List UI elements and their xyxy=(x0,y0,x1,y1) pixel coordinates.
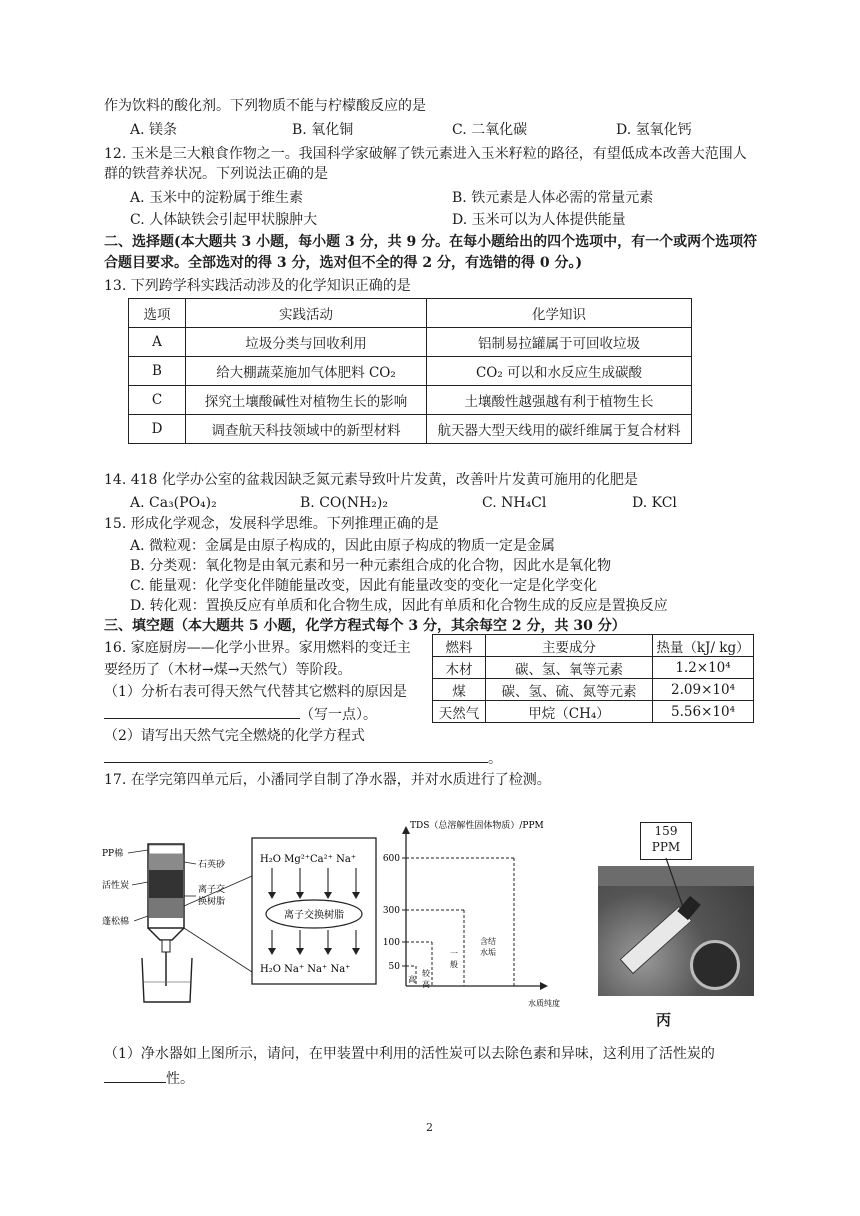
q16-sub1: （1）分析右表可得天然气代替其它燃料的原因是 xyxy=(104,684,407,700)
water-purifier-diagram xyxy=(100,836,390,1012)
q14-option-d: D. KCl xyxy=(632,495,677,511)
header-cell: 燃料 xyxy=(433,635,486,657)
table-cell: D xyxy=(129,415,186,444)
table-cell: A xyxy=(129,328,186,357)
q13-table xyxy=(128,298,692,444)
q15-option-b: B. 分类观：氧化物是由氧元素和另一种元素组合成的化合物，因此水是氧化物 xyxy=(130,558,612,574)
header-cell: 选项 xyxy=(129,299,186,328)
header-cell: 实践活动 xyxy=(186,299,427,328)
q14-option-a: A. Ca₃(PO₄)₂ xyxy=(130,495,217,511)
tick-label: 600 xyxy=(382,854,400,864)
tick-label: 300 xyxy=(382,906,400,916)
layer-label: 石英砂 xyxy=(198,860,226,870)
table-row xyxy=(433,679,754,701)
table-cell: CO₂ 可以和水反应生成碳酸 xyxy=(427,357,692,386)
q12-option-c: C. 人体缺铁会引起甲状腺肿大 xyxy=(130,212,318,228)
category-label: 一 xyxy=(450,949,458,958)
category-label: 较 xyxy=(422,969,430,978)
layer-label: PP棉 xyxy=(102,849,124,859)
category-label: 高 xyxy=(422,980,430,989)
q16-sub2: （2）请写出天然气完全燃烧的化学方程式 xyxy=(104,728,365,744)
table-cell: 煤 xyxy=(433,679,486,701)
layer-label: 活性炭 xyxy=(102,881,130,891)
q15-stem: 15. 形成化学观念，发展科学思维。下列推理正确的是 xyxy=(104,516,439,532)
ions-bottom: H₂O Na⁺ Na⁺ Na⁺ xyxy=(260,964,351,975)
table-row xyxy=(433,701,754,723)
q15-option-c: C. 能量观：化学变化伴随能量改变，因此有能量改变的变化一定是化学变化 xyxy=(130,578,598,594)
table-cell: 碳、氢、氧等元素 xyxy=(486,657,653,679)
table-cell: 给大棚蔬菜施加气体肥料 CO₂ xyxy=(186,357,427,386)
q17-stem: 17. 在学完第四单元后，小潘同学自制了净水器，并对水质进行了检测。 xyxy=(104,772,551,788)
q17-sub1-answer xyxy=(104,1068,194,1089)
table-cell: 垃圾分类与回收利用 xyxy=(186,328,427,357)
page-number: 2 xyxy=(426,1121,433,1134)
header-cell: 热量（kJ/ kg） xyxy=(653,635,754,657)
chart-ylabel: TDS（总溶解性固体物质）/PPM xyxy=(410,821,544,831)
q15-option-d: D. 转化观：置换反应有单质和化合物生成，因此有单质和化合物生成的反应是置换反应 xyxy=(130,598,668,614)
section3-heading: 三、填空题（本大题共 5 小题，化学方程式每个 3 分，其余每空 2 分，共 30 分） xyxy=(104,618,626,634)
tds-chart xyxy=(368,806,568,1016)
section2-heading-line2: 合题目要求。全部选对的得 3 分，选对但不全的得 2 分，有选错的得 0 分。) xyxy=(104,255,583,271)
table-cell: 2.09×10⁴ xyxy=(653,679,754,701)
resin-label: 离子交换树脂 xyxy=(284,910,344,921)
q11-option-d: D. 氢氧化钙 xyxy=(616,122,692,138)
layer-label: 换树脂 xyxy=(198,897,226,907)
q14-option-c: C. NH₄Cl xyxy=(482,495,547,511)
category-label: 水垢 xyxy=(480,948,496,957)
q15-option-a: A. 微粒观：金属是由原子构成的，因此由原子构成的物质一定是金属 xyxy=(130,538,556,554)
table-cell: 调查航天科技领域中的新型材料 xyxy=(186,415,427,444)
table-cell: C xyxy=(129,386,186,415)
ions-top: H₂O Mg²⁺Ca²⁺ Na⁺ xyxy=(260,854,357,865)
table-cell: 木材 xyxy=(433,657,486,679)
q17-sub1: （1）净水器如上图所示，请问，在甲装置中利用的活性炭可以去除色素和异味，这利用了活性炭的 xyxy=(104,1046,715,1062)
q16-stem-line2: 要经历了（木材→煤→天然气）等阶段。 xyxy=(104,662,352,678)
category-label: 高 xyxy=(408,975,416,984)
table-cell: 航天器大型天线用的碳纤维属于复合材料 xyxy=(427,415,692,444)
answer-blank[interactable] xyxy=(104,704,300,719)
q16-sub2-answer: 。 xyxy=(104,748,502,769)
q12-stem-line1: 12. 玉米是三大粮食作物之一。我国科学家破解了铁元素进入玉米籽粒的路径，有望低成本改善大范围人 xyxy=(104,146,747,162)
layer-label: 离子交 xyxy=(198,885,226,895)
table-row xyxy=(129,386,692,415)
q16-fuel-table xyxy=(432,634,754,723)
category-label: 含结 xyxy=(480,937,496,946)
table-cell: 碳、氢、硫、氮等元素 xyxy=(486,679,653,701)
q16-sub1-tail: （写一点）。 xyxy=(300,707,377,723)
table-row xyxy=(433,657,754,679)
y-axis-arrow xyxy=(402,826,410,834)
q12-option-b: B. 铁元素是人体必需的常量元素 xyxy=(452,190,654,206)
table-row xyxy=(129,415,692,444)
table-cell: 5.56×10⁴ xyxy=(653,701,754,723)
table-cell: 探究土壤酸碱性对植物生长的影响 xyxy=(186,386,427,415)
q16-sub1-answer xyxy=(104,704,377,725)
q13-stem: 13. 下列跨学科实践活动涉及的化学知识正确的是 xyxy=(104,278,411,294)
table-row xyxy=(129,328,692,357)
q14-option-b: B. CO(NH₂)₂ xyxy=(300,495,388,511)
header-cell: 化学知识 xyxy=(427,299,692,328)
section2-heading-line1: 二、选择题(本大题共 3 小题，每小题 3 分，共 9 分。在每小题给出的四个选项中，有一个或两个选项符 xyxy=(104,234,758,250)
x-axis-arrow xyxy=(540,982,548,990)
layer-label: 蓬松棉 xyxy=(102,917,130,927)
table-cell: 甲烷（CH₄） xyxy=(486,701,653,723)
q11-option-b: B. 氧化铜 xyxy=(292,122,354,138)
q14-stem: 14. 418 化学办公室的盆栽因缺乏氮元素导致叶片发黄，改善叶片发黄可施用的化肥是 xyxy=(104,472,638,488)
figure-caption: 丙 xyxy=(656,1011,672,1029)
tick-label: 100 xyxy=(382,938,400,948)
table-cell: B xyxy=(129,357,186,386)
table-cell: 1.2×10⁴ xyxy=(653,657,754,679)
q11-stem: 作为饮料的酸化剂。下列物质不能与柠檬酸反应的是 xyxy=(104,98,426,114)
q12-option-d: D. 玉米可以为人体提供能量 xyxy=(452,212,626,228)
pointer-line xyxy=(660,858,700,918)
q11-option-c: C. 二氧化碳 xyxy=(452,122,528,138)
table-cell: 铝制易拉罐属于可回收垃圾 xyxy=(427,328,692,357)
category-label: 般 xyxy=(450,960,458,969)
table-header-row xyxy=(129,299,692,328)
answer-blank[interactable] xyxy=(104,1068,166,1083)
tick-label: 50 xyxy=(388,962,400,972)
table-cell: 天然气 xyxy=(433,701,486,723)
table-cell: 土壤酸性越强越有利于植物生长 xyxy=(427,386,692,415)
answer-blank[interactable] xyxy=(104,748,488,763)
q17-sub1-tail: 性。 xyxy=(166,1071,194,1087)
chart-xlabel: 水质纯度 xyxy=(528,999,560,1008)
header-cell: 主要成分 xyxy=(486,635,653,657)
q16-stem-line1: 16. 家庭厨房——化学小世界。家用燃料的变迁主 xyxy=(104,640,411,656)
table-header-row xyxy=(433,635,754,657)
table-row xyxy=(129,357,692,386)
q11-option-a: A. 镁条 xyxy=(130,122,178,138)
tds-reading-label: 159 PPM xyxy=(640,822,692,860)
q12-option-a: A. 玉米中的淀粉属于维生素 xyxy=(130,190,304,206)
q12-stem-line2: 群的铁营养状况。下列说法正确的是 xyxy=(104,166,328,182)
